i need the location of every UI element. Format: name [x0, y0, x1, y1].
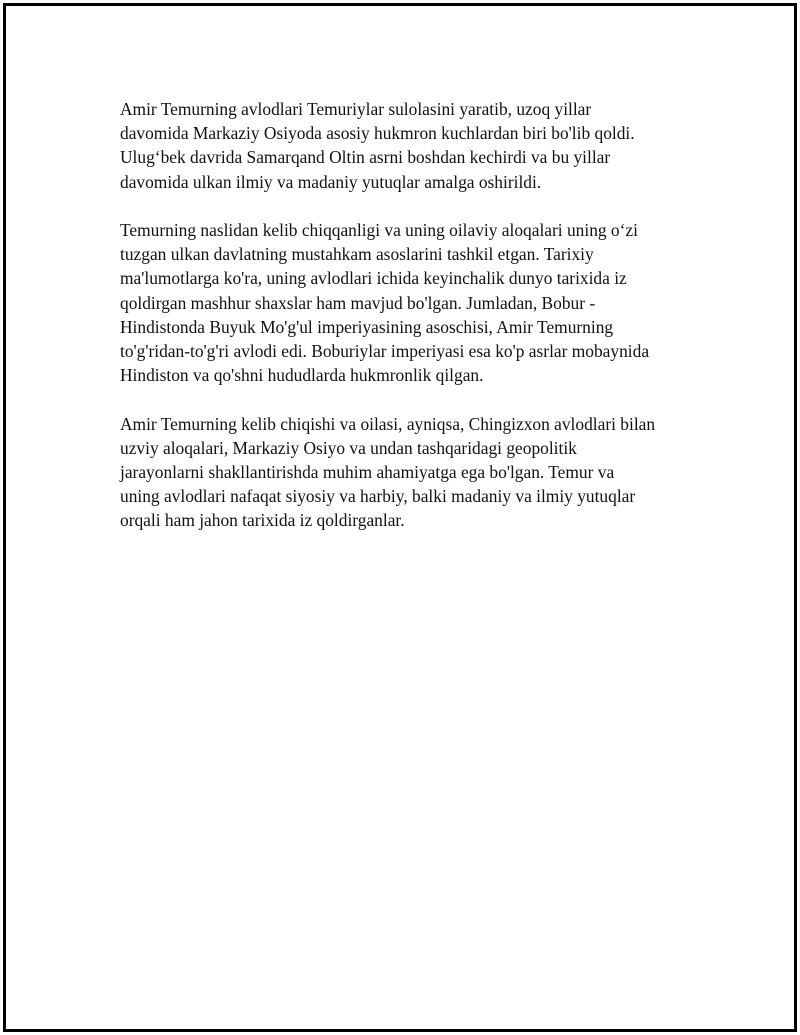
paragraph-3: Amir Temurning kelib chiqishi va oilasi, ayniqsa, Chingizxon avlodlari bilan uzviy aloqalari, Markaziy Osiyo va undan tashqaridagi geopolitik jarayonlarni shakllantirishda muhim ahamiyatga ega bo'lgan. Temur va uning avlodlari nafaqat siyosiy va harbiy, balki madaniy va ilmiy yutuqlar orqali ham jahon tarixida iz qoldirganlar. — [120, 413, 656, 531]
page-frame — [3, 3, 797, 1032]
paragraph-1: Amir Temurning avlodlari Temuriylar sulolasini yaratib, uzoq yillar davomida Markaziy Osiyoda asosiy hukmron kuchlardan biri bo'lib qoldi. Ulug‘bek davrida Samarqand Oltin asrni boshdan kechirdi va bu yillar davomida ulkan ilmiy va madaniy yutuqlar amalga oshirildi. — [120, 99, 635, 192]
document-body — [120, 97, 700, 557]
paragraph-2: Temurning naslidan kelib chiqqanligi va uning oilaviy aloqalari uning o‘zi tuzgan ulkan davlatning mustahkam asoslarini tashkil etgan. Tarixiy ma'lumotlarga ko'ra, uning avlodlari ichida keyinchalik dunyo tarixida iz qoldirgan mashhur shaxslar ham mavjud bo'lgan. Jumladan, Bobur - Hindistonda Buyuk Mo'g'ul imperiyasining asoschisi, Amir Temurning to'g'ridan-to'g'ri avlodi edi. Boburiylar imperiyasi esa ko'p asrlar mobaynida Hindiston va qo'shni hududlarda hukmronlik qilgan. — [120, 220, 650, 386]
